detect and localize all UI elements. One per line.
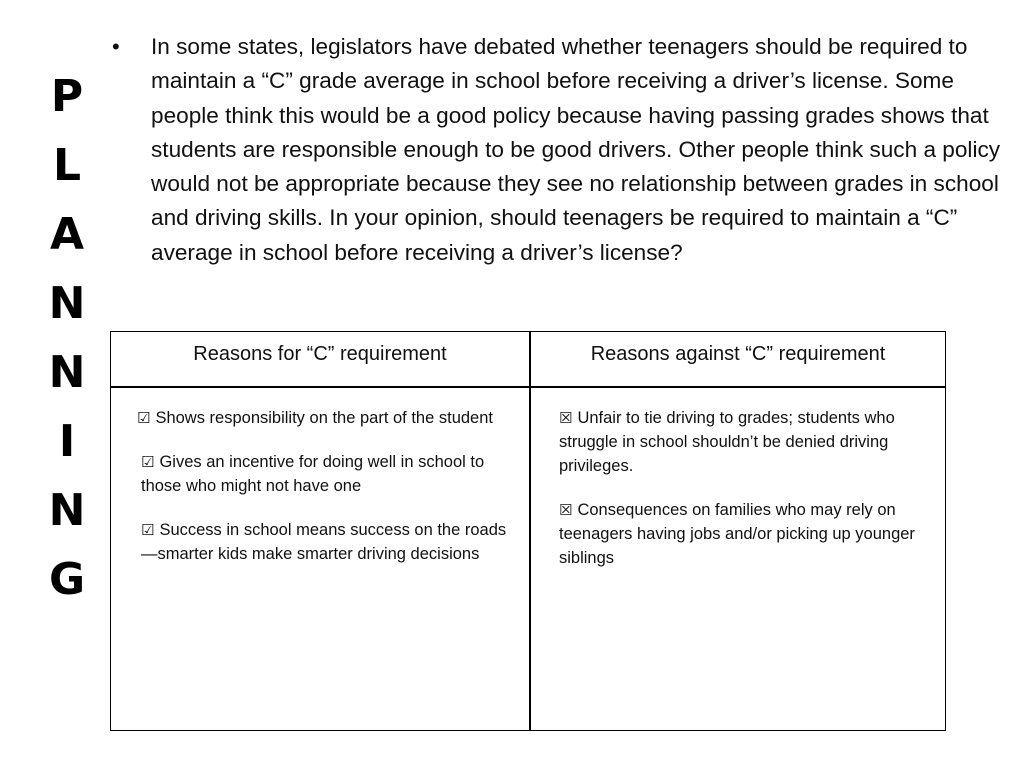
checked-box-icon: ☑ bbox=[137, 409, 151, 427]
reason-for-item bbox=[137, 450, 509, 498]
checked-box-icon: ☑ bbox=[141, 453, 155, 471]
prompt-text: In some states, legislators have debated whether teenagers should be required to maintain a “C” grade average in school before receiving a driver’s license. Some people think this would be a good policy because having passing grades shows that students are responsible enough to be good drivers. Other people think such a policy would not be appropriate because they see no relationship between grades in school and driving skills. In your opinion, should teenagers be required to maintain a “C” average in school before receiving a driver’s license? bbox=[151, 34, 1001, 265]
crossed-box-icon: ☒ bbox=[559, 409, 573, 427]
reason-text: Consequences on families who may rely on teenagers having jobs and/or picking up younger siblings bbox=[559, 501, 915, 567]
reason-against-item bbox=[559, 498, 919, 570]
planning-letter: L bbox=[52, 140, 82, 191]
planning-vertical-word bbox=[38, 62, 96, 614]
reasons-for-list bbox=[137, 406, 509, 586]
planning-letter: A bbox=[49, 209, 85, 260]
checked-box-icon: ☑ bbox=[141, 521, 155, 539]
header-divider bbox=[111, 386, 945, 388]
planning-letter: I bbox=[58, 416, 76, 467]
reason-text: Gives an incentive for doing well in school to those who might not have one bbox=[141, 453, 485, 495]
reason-text: Success in school means success on the roads—smarter kids make smarter driving decisions bbox=[141, 521, 507, 563]
header-reasons-against: Reasons against “C” requirement bbox=[590, 343, 886, 365]
planning-letter: P bbox=[50, 71, 84, 122]
reasons-against-list bbox=[559, 406, 919, 590]
reason-text: Shows responsibility on the part of the student bbox=[155, 409, 493, 427]
planning-letter: N bbox=[48, 278, 86, 329]
planning-letter: N bbox=[48, 347, 86, 398]
reason-text: Unfair to tie driving to grades; students who struggle in school shouldn’t be denied driving privileges. bbox=[559, 409, 895, 475]
column-divider bbox=[529, 332, 531, 730]
planning-letter: N bbox=[48, 485, 86, 536]
planning-letter: G bbox=[48, 554, 86, 605]
reasons-table bbox=[110, 331, 946, 731]
reason-against-item bbox=[559, 406, 919, 478]
reason-for-item bbox=[137, 518, 509, 566]
crossed-box-icon: ☒ bbox=[559, 501, 573, 519]
header-reasons-for: Reasons for “C” requirement bbox=[193, 343, 447, 365]
bullet-point: • bbox=[112, 34, 120, 59]
reason-for-item bbox=[137, 406, 509, 430]
